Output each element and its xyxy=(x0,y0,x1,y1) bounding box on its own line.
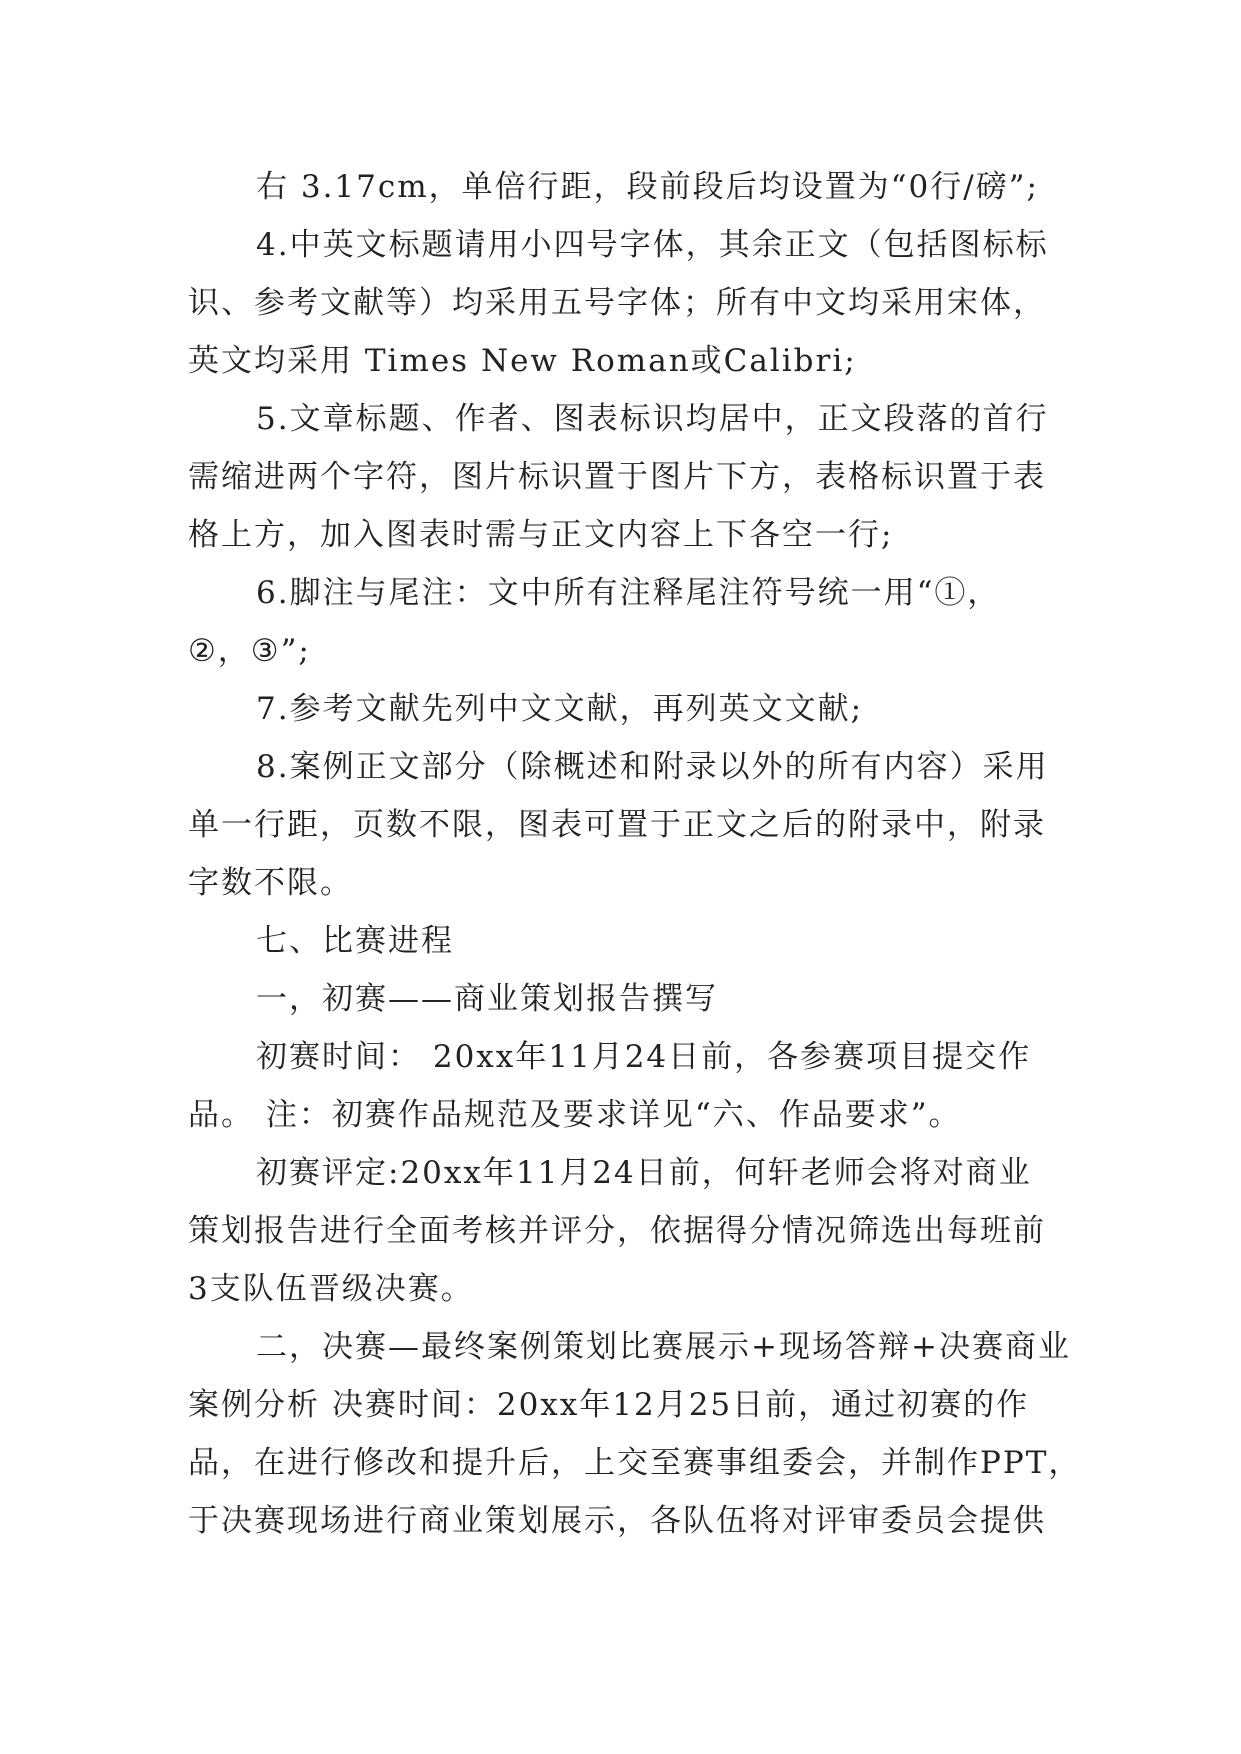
text-line: 初赛时间： 20xx年11月24日前，各参赛项目提交作 xyxy=(256,1039,1032,1075)
text-line: 品，在进行修改和提升后，上交至赛事组委会，并制作PPT， xyxy=(188,1445,1082,1481)
text-line: 识、参考文献等）均采用五号字体；所有中文均采用宋体， xyxy=(188,285,1046,321)
text-line: 4.中英文标题请用小四号字体，其余正文（包括图标标 xyxy=(256,227,1049,263)
text-line: 英文均采用 Times New Roman或Calibri; xyxy=(188,343,857,379)
text-line: 字数不限。 xyxy=(188,865,353,901)
text-line: 七、比赛进程 xyxy=(256,923,454,959)
text-line: 7.参考文献先列中文文献，再列英文文献; xyxy=(256,691,864,727)
text-line: ②，③”; xyxy=(188,633,311,669)
text-line: 一，初赛——商业策划报告撰写 xyxy=(256,981,718,1017)
text-line: 8.案例正文部分（除概述和附录以外的所有内容）采用 xyxy=(256,749,1049,785)
text-line: 单一行距，页数不限，图表可置于正文之后的附录中，附录 xyxy=(188,807,1046,843)
text-line: 二，决赛—最终案例策划比赛展示+现场答辩+决赛商业 xyxy=(256,1329,1071,1365)
text-line: 5.文章标题、作者、图表标识均居中，正文段落的首行 xyxy=(256,401,1049,437)
text-line: 于决赛现场进行商业策划展示，各队伍将对评审委员会提供 xyxy=(188,1503,1046,1539)
text-line: 6.脚注与尾注：文中所有注释尾注符号统一用“①， xyxy=(256,575,1001,611)
text-line: 格上方，加入图表时需与正文内容上下各空一行; xyxy=(188,517,894,553)
text-line: 策划报告进行全面考核并评分，依据得分情况筛选出每班前 xyxy=(188,1213,1046,1249)
text-line: 品。 注：初赛作品规范及要求详见“六、作品要求”。 xyxy=(188,1097,962,1133)
document-body xyxy=(188,158,1082,1550)
text-line: 案例分析 决赛时间：20xx年12月25日前，通过初赛的作 xyxy=(188,1387,1030,1423)
text-line: 右 3.17cm，单倍行距，段前段后均设置为“0行/磅”; xyxy=(256,169,1039,205)
text-line: 3支队伍晋级决赛。 xyxy=(188,1271,474,1307)
text-line: 初赛评定:20xx年11月24日前，何轩老师会将对商业 xyxy=(256,1155,1032,1191)
text-line: 需缩进两个字符，图片标识置于图片下方，表格标识置于表 xyxy=(188,459,1046,495)
